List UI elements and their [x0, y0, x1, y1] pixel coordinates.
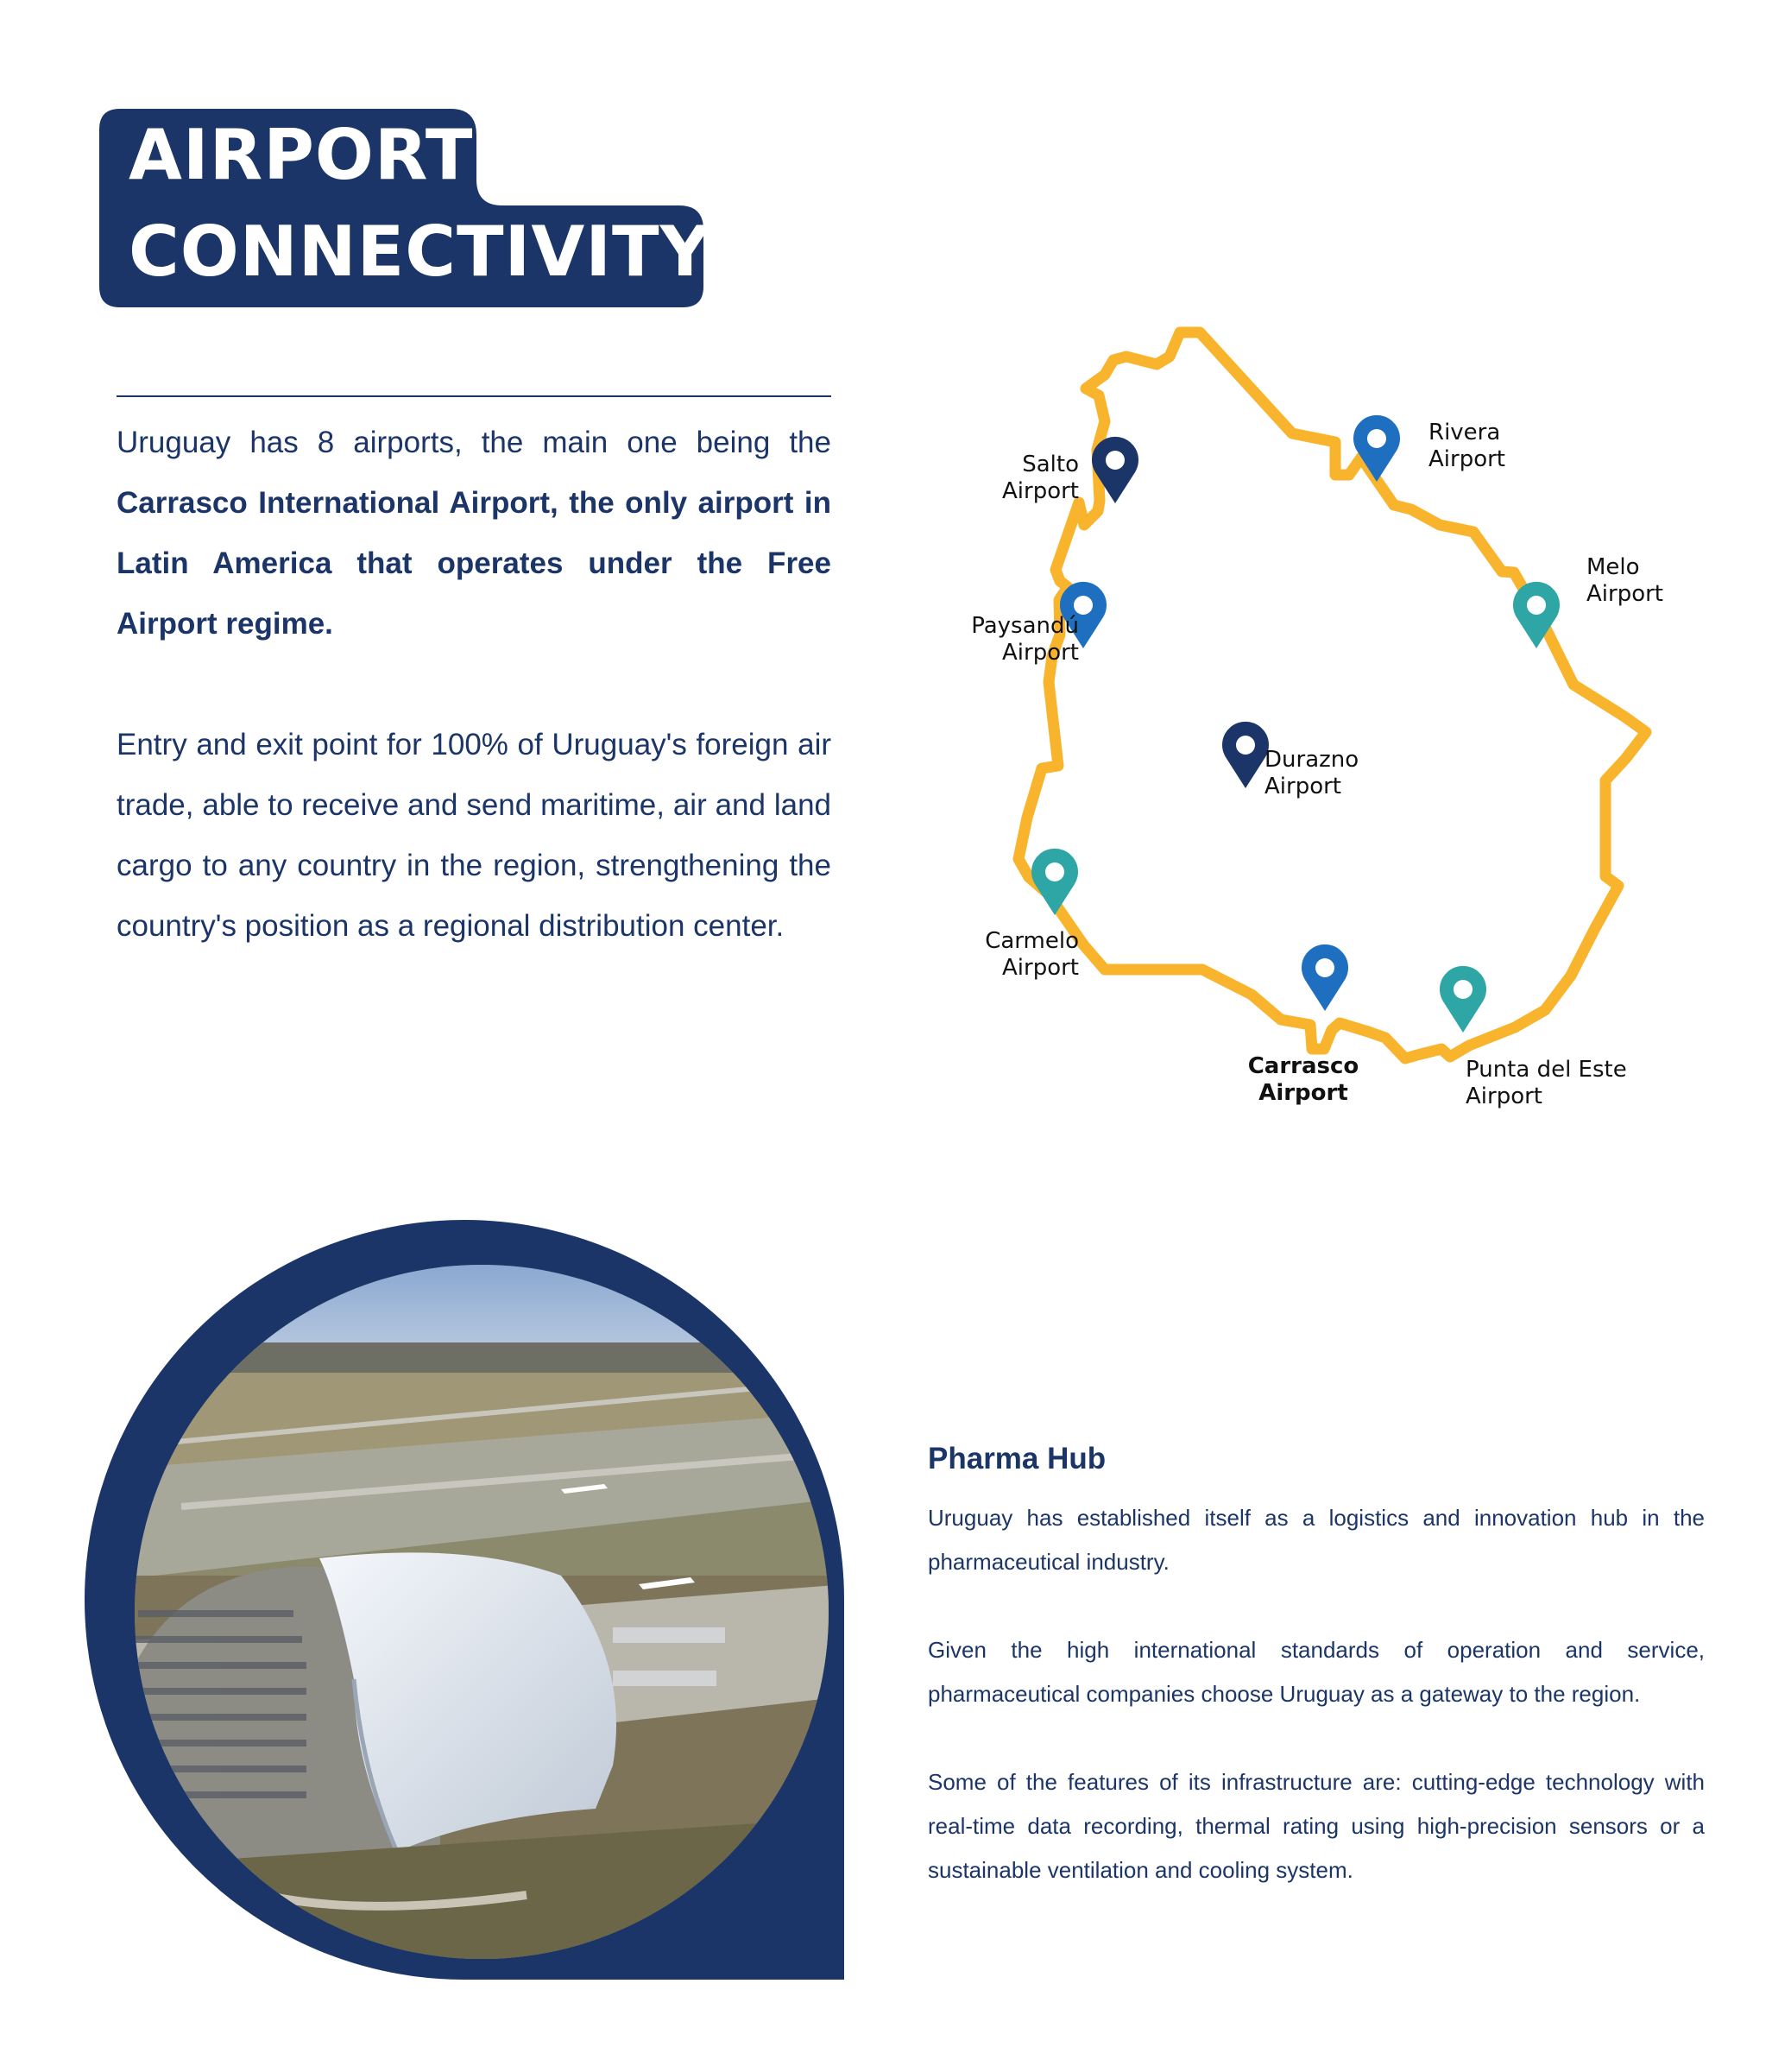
uruguay-airport-map: [915, 311, 1726, 1140]
label-carrasco-airport: Carrasco Airport: [1247, 1053, 1359, 1106]
page-title-line-2: CONNECTIVITY: [129, 212, 711, 292]
label-paysandu-airport: Paysandú Airport: [971, 613, 1079, 666]
intro-lead-bold: Carrasco International Airport, the only airport in Latin America that operates under the Free Airport regime.: [117, 486, 831, 641]
intro-paragraph-trade: Entry and exit point for 100% of Uruguay's foreign air trade, able to receive and send maritime, air and land cargo to any country in the region, strengthening the country's position as a regional distribution center.: [117, 728, 831, 943]
intro-lead-plain: Uruguay has 8 airports, the main one being the: [117, 426, 831, 459]
pharma-hub-section: [928, 1437, 1705, 1892]
aerial-airport-terminal-image: [78, 1213, 846, 1981]
pharma-paragraph-1: Uruguay has established itself as a logistics and innovation hub in the pharmaceutical industry.: [928, 1505, 1705, 1575]
uruguay-outline: [915, 311, 1726, 1140]
navy-pin-icon: [1089, 436, 1141, 505]
label-durazno-airport: Durazno Airport: [1264, 747, 1359, 799]
airport-photo-frame: [78, 1213, 846, 1981]
label-melo-airport: Melo Airport: [1586, 554, 1663, 607]
intro-text: [117, 413, 831, 957]
section-divider: [117, 395, 831, 397]
pharma-paragraph-2: Given the high international standards of operation and service, pharmaceutical companies choose Uruguay as a gateway to the region.: [928, 1637, 1705, 1707]
title-badge: [99, 109, 711, 309]
label-carmelo-airport: Carmelo Airport: [985, 928, 1079, 981]
teal-pin-icon: [1437, 965, 1489, 1034]
label-punta-del-este-airport: Punta del Este Airport: [1466, 1057, 1627, 1109]
pharma-hub-heading: Pharma Hub: [928, 1442, 1107, 1475]
teal-pin-icon: [1510, 581, 1562, 650]
label-rivera-airport: Rivera Airport: [1428, 420, 1505, 472]
navy-pin-icon: [1220, 721, 1271, 790]
teal-pin-icon: [1029, 848, 1081, 917]
pharma-paragraph-3: Some of the features of its infrastructure are: cutting-edge technology with real-time data recording, thermal rating using high-precision sensors or a sustainable ventilation and cooling system.: [928, 1769, 1705, 1883]
intro-paragraph-airports: [117, 413, 831, 654]
blue-pin-icon: [1351, 414, 1403, 483]
label-salto-airport: Salto Airport: [1002, 452, 1079, 504]
blue-pin-icon: [1299, 944, 1351, 1013]
page-title-line-1: AIRPORT: [129, 115, 474, 195]
